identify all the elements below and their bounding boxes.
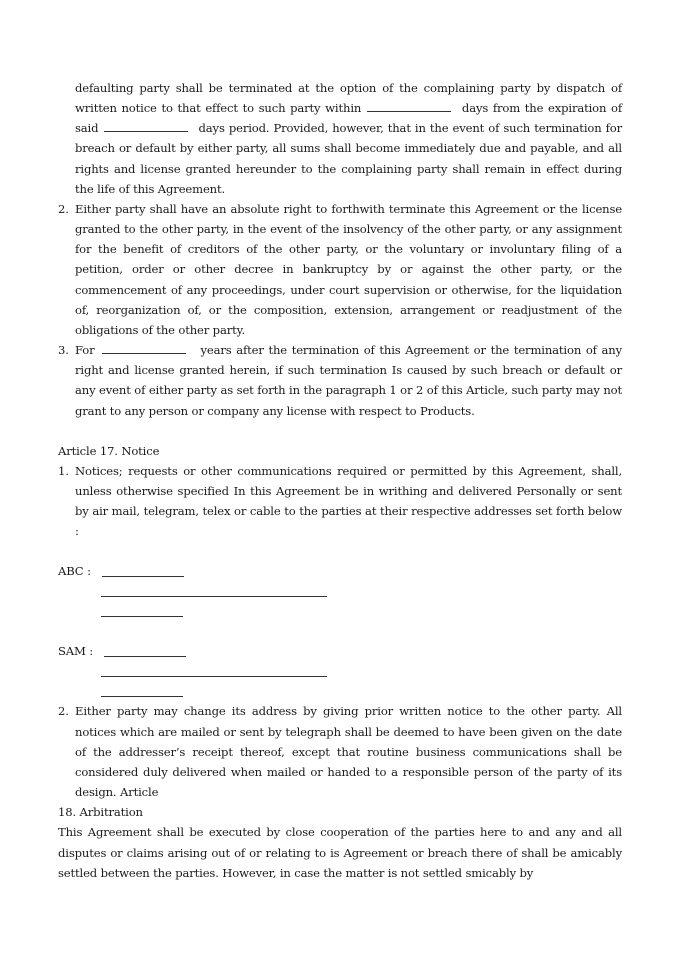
termination-paragraph [58,78,622,199]
address-line-3[interactable] [101,681,183,697]
article-17-clause-1 [58,461,622,542]
paragraph-text: days from the expiration of said [75,101,623,136]
clause-2-insolvency [58,199,622,340]
blank-field-years[interactable] [102,340,186,354]
address-line-2[interactable] [101,581,327,597]
document-page [58,78,622,883]
address-line-2[interactable] [101,661,327,677]
clause-number: 2. [58,704,69,719]
arbitration-paragraph: This Agreement shall be executed by close cooperation of the parties here to and any and all disputes or claims arising out of or relating to is Agreement or breach there of shall be amicably settled between the parties. However, in case the matter is not settled smicably by [58,825,622,880]
clause-text: years after the termination of this Agreement or the termination of any right and license granted herein, if such termination Is caused by such breach or default or any event of either party as set forth in the paragraph 1 or 2 of this Article, such party may not grant to any person or company any license with respect to Products. [75,343,622,418]
address-block-sam [58,641,622,701]
article-17-heading: Article 17. Notice [58,443,160,458]
address-line-1[interactable] [104,641,186,657]
address-block-abc [58,561,622,621]
spacer [58,541,622,561]
address-line-3[interactable] [101,601,183,617]
clause-text: For [75,343,95,358]
clause-text: Notices; requests or other communications required or permitted by this Agreement, shall, unless otherwise specified In this Agreement be in writhing and delivered Personally or sent by air mail, telegram, telex or cable to the parties at their respective addresses set forth below : [75,463,622,539]
spacer [58,421,622,441]
clause-text: Either party shall have an absolute right to forthwith terminate this Agreement or the license granted to the other party, in the event of the insolvency of the other party, or any assignment for the benefit of creditors of the other party, or the voluntary or involuntary filing of a petition, order or other decree in bankruptcy by or against the other party, or the commencement of any proceedings, under court supervision or otherwise, for the liquidation of, reorganization of, or the composition, extension, arrangement or readjustment of the obligations of the other party. [75,201,622,337]
party-label-abc: ABC : [58,564,91,579]
clause-number: 1. [58,463,69,478]
article-18-heading: 18. Arbitration [58,805,143,820]
address-line-1[interactable] [102,561,184,577]
clause-3-license-restriction [58,340,622,421]
spacer [58,621,622,641]
clause-number: 3. [58,343,69,358]
paragraph-text: days period. Provided, however, that in the event of such termination for breach or default by either party, all sums shall become immediately due and payable, and all rights and license granted hereunder to the complaining party shall remain in effect during the life of this Agreement. [75,121,622,196]
clause-text: Either party may change its address by giving prior written notice to the other party. All notices which are mailed or sent by telegraph shall be deemed to have been given on the date of the addresser’s receipt thereof, except that routine business communications shall be considered duly delivered when mailed or handed to a responsible person of the party of its design. Article [75,704,622,800]
paragraph-text: defaulting party shall be terminated at the option of the complaining party by dispatch of written notice to that effect to such party within [75,81,622,116]
clause-number: 2. [58,201,69,216]
article-17-clause-2 [58,701,622,802]
party-label-sam: SAM : [58,644,94,659]
blank-field-days-period[interactable] [104,118,188,132]
blank-field-days-notice[interactable] [367,98,451,112]
